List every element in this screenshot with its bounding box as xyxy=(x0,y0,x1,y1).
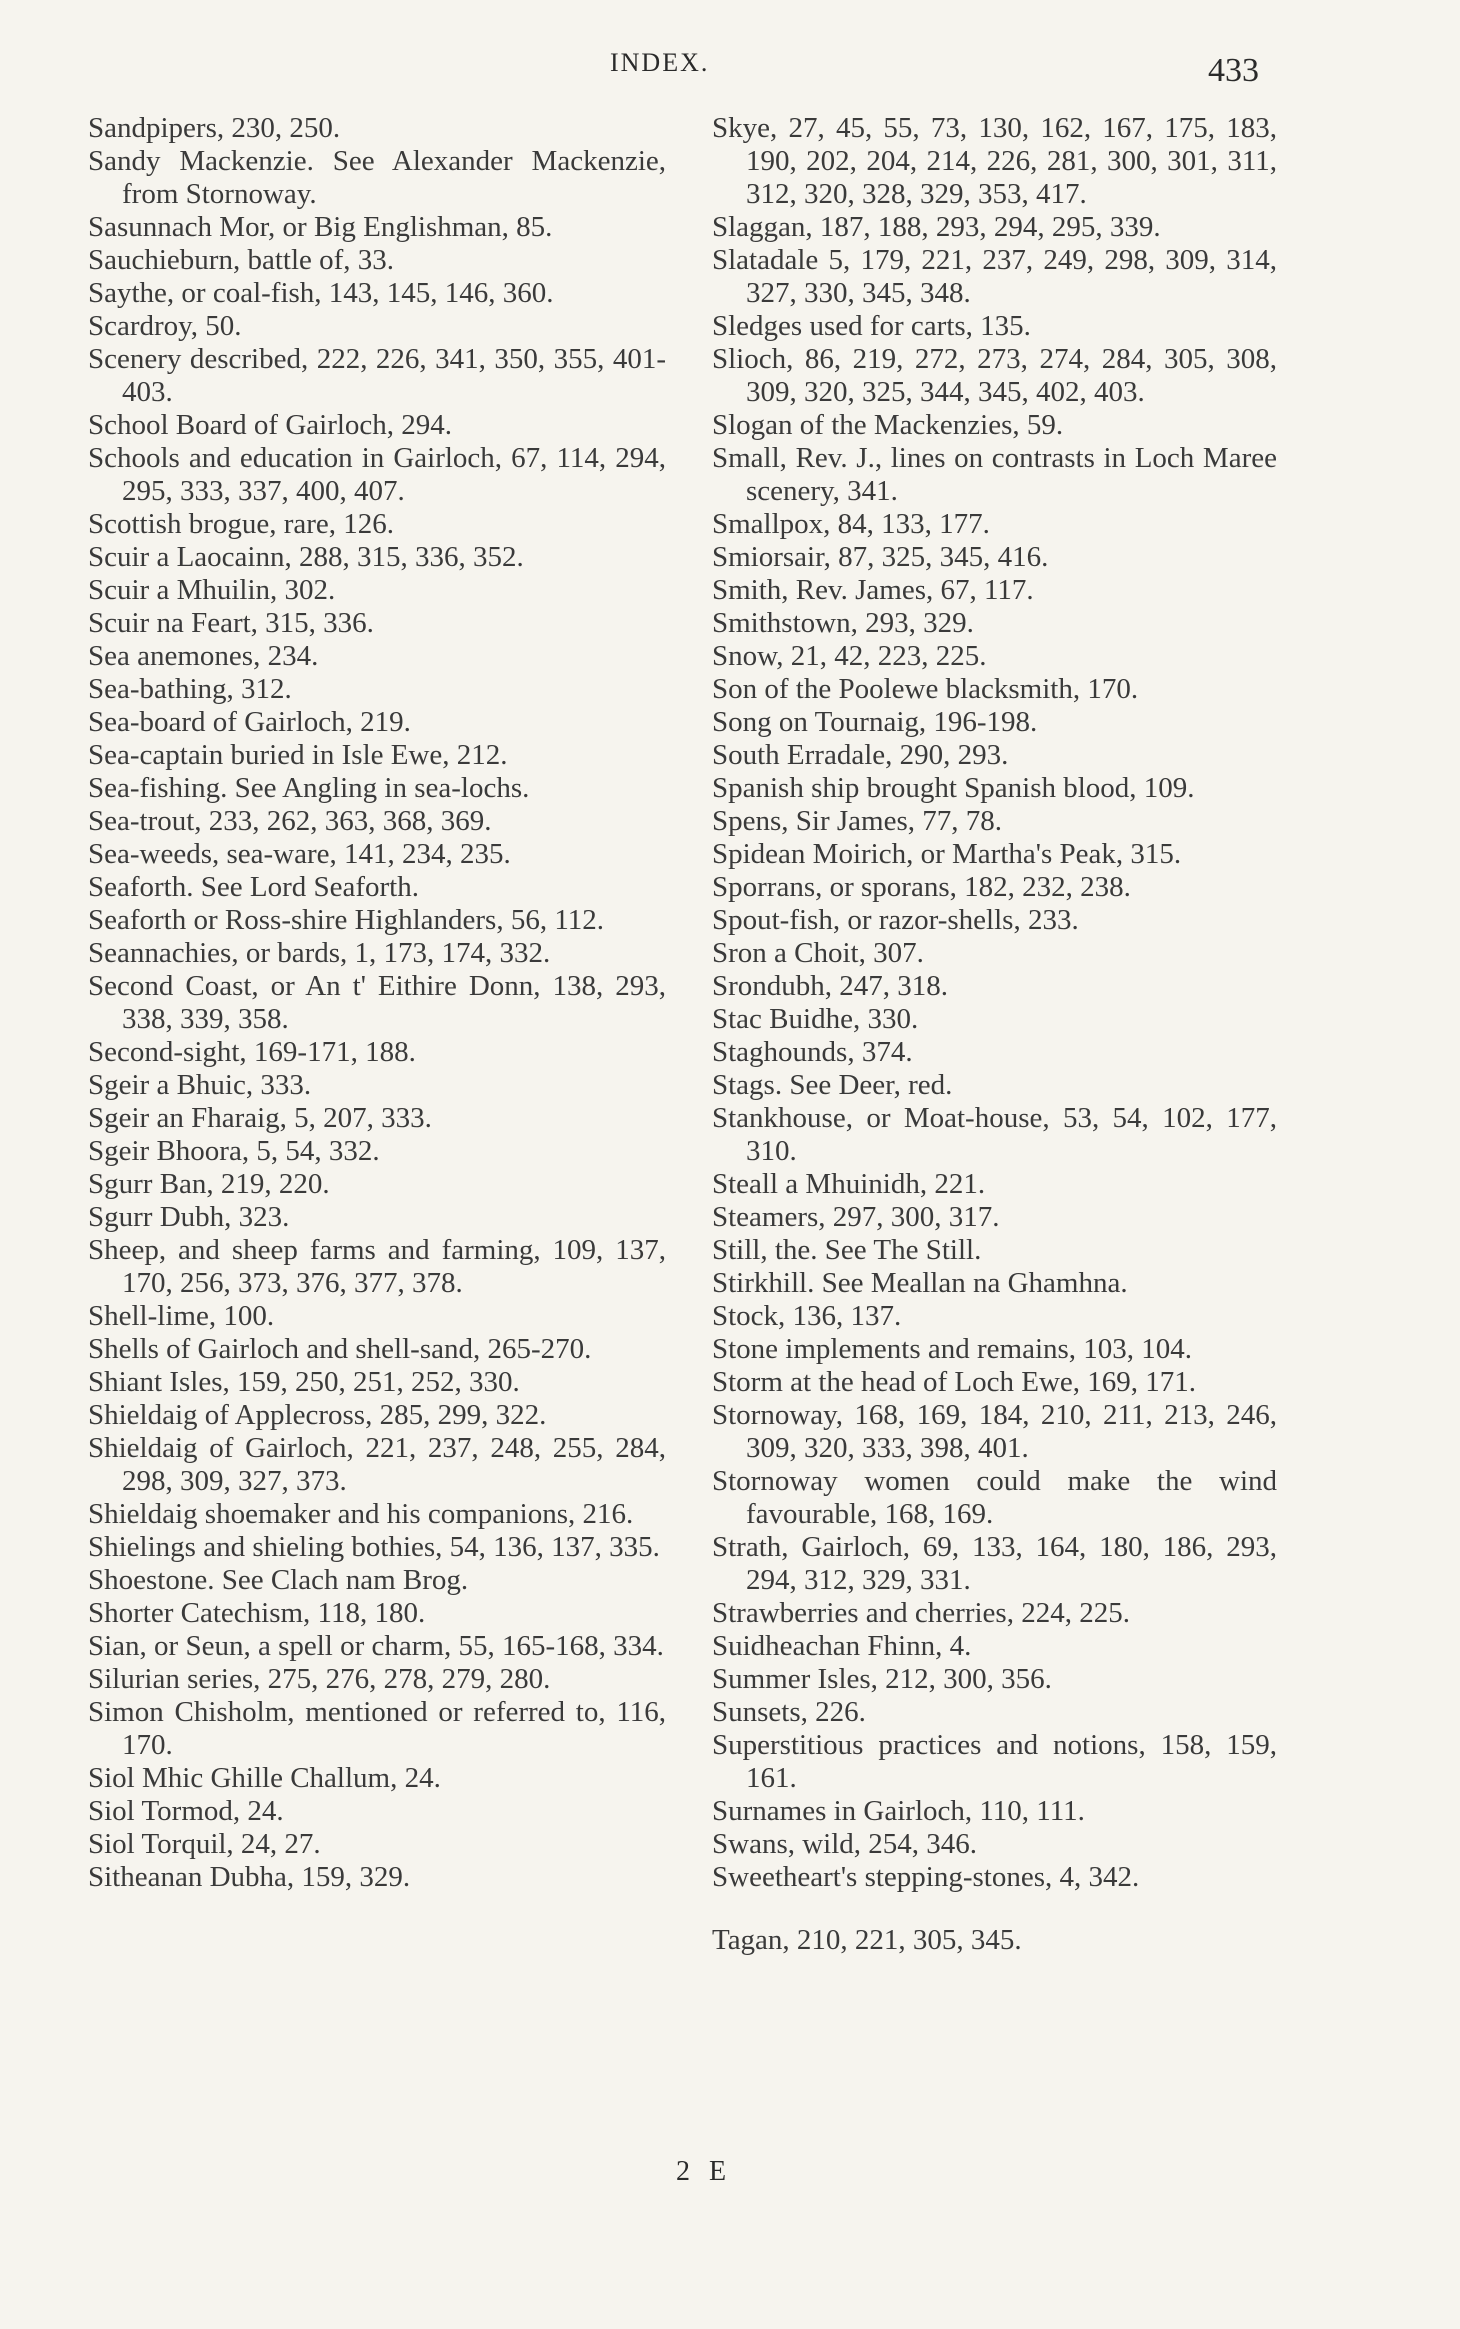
index-entry: Sandpipers, 230, 250. xyxy=(88,112,341,144)
index-entry: Siol Torquil, 24, 27. xyxy=(88,1828,321,1860)
index-entry: Sheep, and sheep farms and farming, 109, 137, 170, 256, 373, 376, 377, 378. xyxy=(88,1234,666,1299)
index-entry: Strawberries and cherries, 224, 225. xyxy=(712,1597,1130,1629)
index-entry: Shieldaig of Gairloch, 221, 237, 248, 255, 284, 298, 309, 327, 373. xyxy=(88,1432,666,1497)
index-entry: Spidean Moirich, or Martha's Peak, 315. xyxy=(712,838,1182,870)
index-entry: Small, Rev. J., lines on contrasts in Loch Maree scenery, 341. xyxy=(712,442,1277,507)
index-entry: Simon Chisholm, mentioned or referred to, 116, 170. xyxy=(88,1696,666,1761)
index-entry: Shiant Isles, 159, 250, 251, 252, 330. xyxy=(88,1366,520,1398)
index-entry: Scardroy, 50. xyxy=(88,310,242,342)
index-entry: Smallpox, 84, 133, 177. xyxy=(712,508,990,540)
index-entry: Smiorsair, 87, 325, 345, 416. xyxy=(712,541,1049,573)
index-entry: Sea-trout, 233, 262, 363, 368, 369. xyxy=(88,805,492,837)
index-entry: Scuir a Mhuilin, 302. xyxy=(88,574,336,606)
index-entry: Stone implements and remains, 103, 104. xyxy=(712,1333,1193,1365)
index-entry: Sunsets, 226. xyxy=(712,1696,866,1728)
index-entry: Stankhouse, or Moat-house, 53, 54, 102, 177, 310. xyxy=(712,1102,1277,1167)
index-entry: Sweetheart's stepping-stones, 4, 342. xyxy=(712,1861,1140,1893)
index-entry: Smithstown, 293, 329. xyxy=(712,607,974,639)
index-entry: Storm at the head of Loch Ewe, 169, 171. xyxy=(712,1366,1197,1398)
index-entry: Sitheanan Dubha, 159, 329. xyxy=(88,1861,411,1893)
index-column-right-entries xyxy=(712,112,1277,1894)
index-entry: Smith, Rev. James, 67, 117. xyxy=(712,574,1034,606)
index-entry: Sea-fishing. See Angling in sea-lochs. xyxy=(88,772,530,804)
index-entry: Shielings and shieling bothies, 54, 136, 137, 335. xyxy=(88,1531,660,1563)
index-entry: Shieldaig of Applecross, 285, 299, 322. xyxy=(88,1399,547,1431)
index-entry: Sgurr Dubh, 323. xyxy=(88,1201,290,1233)
index-entry: Shoestone. See Clach nam Brog. xyxy=(88,1564,469,1596)
index-entry: Shells of Gairloch and shell-sand, 265-270. xyxy=(88,1333,592,1365)
index-entry: Scuir a Laocainn, 288, 315, 336, 352. xyxy=(88,541,524,573)
index-entry: Sea-bathing, 312. xyxy=(88,673,292,705)
index-entry: Scuir na Feart, 315, 336. xyxy=(88,607,374,639)
index-entry: Snow, 21, 42, 223, 225. xyxy=(712,640,987,672)
index-entry: Stornoway women could make the wind favourable, 168, 169. xyxy=(712,1465,1277,1530)
index-entry: Swans, wild, 254, 346. xyxy=(712,1828,978,1860)
index-entry: Second-sight, 169-171, 188. xyxy=(88,1036,416,1068)
index-entry: Shorter Catechism, 118, 180. xyxy=(88,1597,426,1629)
index-entry: Siol Mhic Ghille Challum, 24. xyxy=(88,1762,441,1794)
index-entry: Slioch, 86, 219, 272, 273, 274, 284, 305, 308, 309, 320, 325, 344, 345, 402, 403. xyxy=(712,343,1277,408)
index-entry: Sea-captain buried in Isle Ewe, 212. xyxy=(88,739,508,771)
signature-mark: 2 E xyxy=(676,2156,733,2187)
index-entry: Shell-lime, 100. xyxy=(88,1300,275,1332)
index-entry: Slaggan, 187, 188, 293, 294, 295, 339. xyxy=(712,211,1161,243)
index-entry: Sea anemones, 234. xyxy=(88,640,319,672)
index-entry: Slogan of the Mackenzies, 59. xyxy=(712,409,1064,441)
index-entry: Spens, Sir James, 77, 78. xyxy=(712,805,1002,837)
index-entry: Slatadale 5, 179, 221, 237, 249, 298, 309, 314, 327, 330, 345, 348. xyxy=(712,244,1277,309)
index-entry: Seaforth. See Lord Seaforth. xyxy=(88,871,419,903)
index-entry: Song on Tournaig, 196-198. xyxy=(712,706,1038,738)
index-entry: Surnames in Gairloch, 110, 111. xyxy=(712,1795,1085,1827)
section-gap xyxy=(712,1894,1277,1924)
index-entry: Stock, 136, 137. xyxy=(712,1300,902,1332)
index-entry: Spout-fish, or razor-shells, 233. xyxy=(712,904,1079,936)
index-entry: Sporrans, or sporans, 182, 232, 238. xyxy=(712,871,1131,903)
index-entry: Son of the Poolewe blacksmith, 170. xyxy=(712,673,1139,705)
page-header xyxy=(0,44,1460,89)
index-entry: Sea-weeds, sea-ware, 141, 234, 235. xyxy=(88,838,511,870)
index-entry: Suidheachan Fhinn, 4. xyxy=(712,1630,972,1662)
index-entry: Seaforth or Ross-shire Highlanders, 56, 112. xyxy=(88,904,605,936)
index-entry: Scottish brogue, rare, 126. xyxy=(88,508,395,540)
index-entry: Sledges used for carts, 135. xyxy=(712,310,1031,342)
index-entry: Sron a Choit, 307. xyxy=(712,937,924,969)
index-entry: Seannachies, or bards, 1, 173, 174, 332. xyxy=(88,937,551,969)
index-entry: Staghounds, 374. xyxy=(712,1036,913,1068)
index-entry: Second Coast, or An t' Eithire Donn, 138, 293, 338, 339, 358. xyxy=(88,970,666,1035)
index-entry: Shieldaig shoemaker and his companions, 216. xyxy=(88,1498,634,1530)
page-number: 433 xyxy=(1208,52,1259,89)
index-column-right xyxy=(712,112,1277,1957)
index-entry: Sea-board of Gairloch, 219. xyxy=(88,706,411,738)
index-entry: Sgeir Bhoora, 5, 54, 332. xyxy=(88,1135,380,1167)
index-entry: Sgeir a Bhuic, 333. xyxy=(88,1069,312,1101)
index-entry: Scenery described, 222, 226, 341, 350, 355, 401-403. xyxy=(88,343,666,408)
index-entry: Tagan, 210, 221, 305, 345. xyxy=(712,1924,1022,1956)
index-entry: School Board of Gairloch, 294. xyxy=(88,409,453,441)
index-entry: Sauchieburn, battle of, 33. xyxy=(88,244,395,276)
index-entry: Stirkhill. See Meallan na Ghamhna. xyxy=(712,1267,1128,1299)
index-entry: Still, the. See The Still. xyxy=(712,1234,982,1266)
index-entry: Srondubh, 247, 318. xyxy=(712,970,949,1002)
index-entry: Siol Tormod, 24. xyxy=(88,1795,284,1827)
index-entry: Sgeir an Fharaig, 5, 207, 333. xyxy=(88,1102,432,1134)
index-entry: Skye, 27, 45, 55, 73, 130, 162, 167, 175, 183, 190, 202, 204, 214, 226, 281, 300, 301, 311, 312, 320, 328, 329, 353, 417. xyxy=(712,112,1277,210)
index-entry: Steall a Mhuinidh, 221. xyxy=(712,1168,986,1200)
index-entry: Summer Isles, 212, 300, 356. xyxy=(712,1663,1052,1695)
index-entry: Steamers, 297, 300, 317. xyxy=(712,1201,1000,1233)
index-entry: Stornoway, 168, 169, 184, 210, 211, 213, 246, 309, 320, 333, 398, 401. xyxy=(712,1399,1277,1464)
index-entry: Silurian series, 275, 276, 278, 279, 280. xyxy=(88,1663,551,1695)
index-entry: Strath, Gairloch, 69, 133, 164, 180, 186, 293, 294, 312, 329, 331. xyxy=(712,1531,1277,1596)
index-entry: Saythe, or coal-fish, 143, 145, 146, 360. xyxy=(88,277,554,309)
index-entry: Sian, or Seun, a spell or charm, 55, 165-168, 334. xyxy=(88,1630,664,1662)
index-entry: Sgurr Ban, 219, 220. xyxy=(88,1168,330,1200)
index-entry: Sasunnach Mor, or Big Englishman, 85. xyxy=(88,211,553,243)
index-entry: Schools and education in Gairloch, 67, 114, 294, 295, 333, 337, 400, 407. xyxy=(88,442,666,507)
index-entry: Stags. See Deer, red. xyxy=(712,1069,953,1101)
index-column-left xyxy=(88,112,666,1894)
index-entry: Stac Buidhe, 330. xyxy=(712,1003,919,1035)
index-entry: Sandy Mackenzie. See Alexander Mackenzie, from Stornoway. xyxy=(88,145,666,210)
index-entry: Superstitious practices and notions, 158, 159, 161. xyxy=(712,1729,1277,1794)
page-title: INDEX. xyxy=(610,48,710,77)
index-entry: Spanish ship brought Spanish blood, 109. xyxy=(712,772,1195,804)
index-entry: South Erradale, 290, 293. xyxy=(712,739,1009,771)
